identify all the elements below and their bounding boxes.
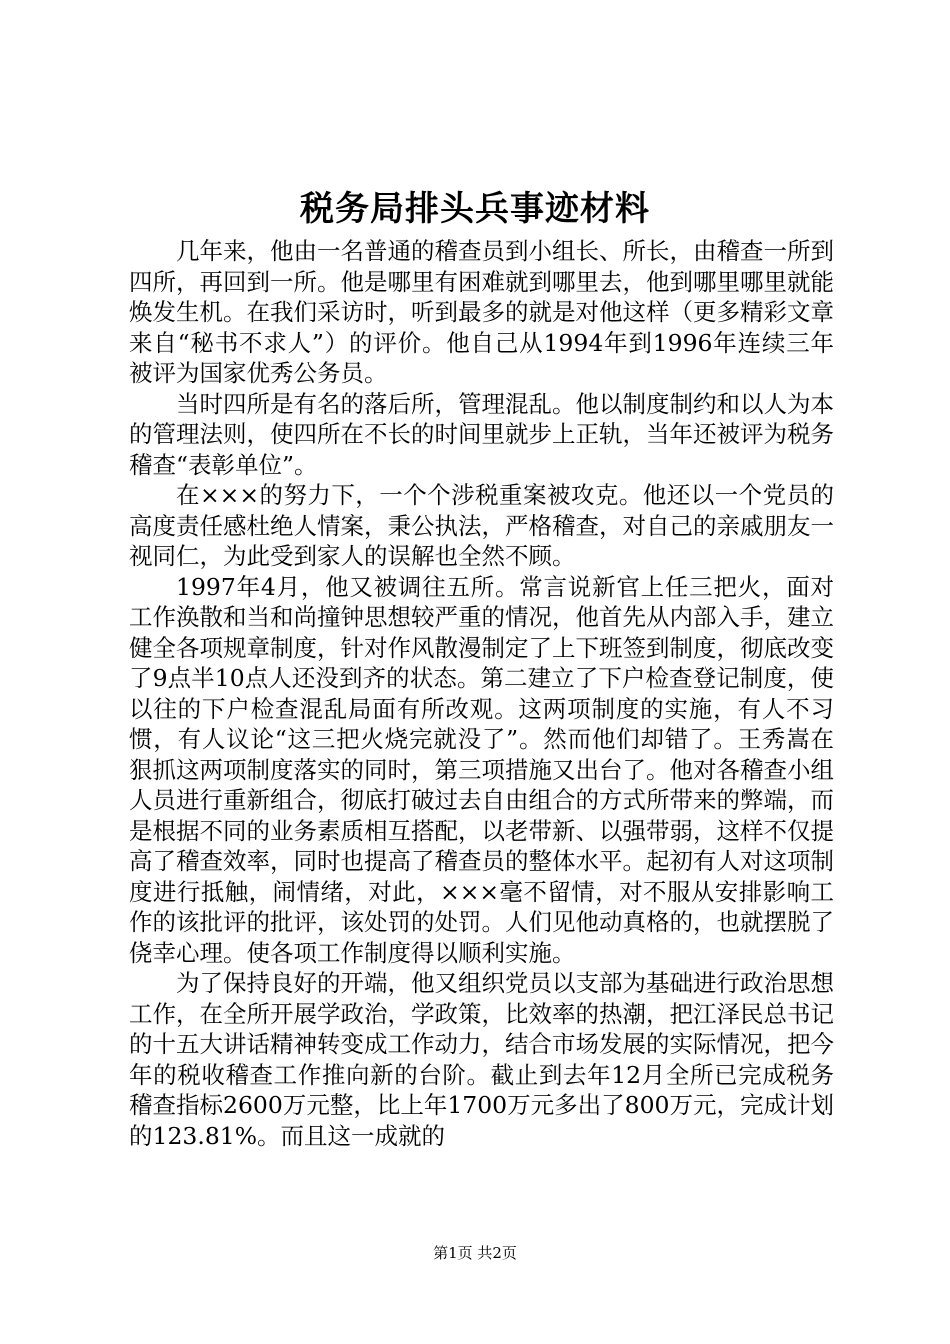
paragraph-4: 1997年4月，他又被调往五所。常言说新官上任三把火，面对工作涣散和当和尚撞钟思想较严重的情况，他首先从内部入手，建立健全各项规章制度，针对作风散漫制定了上下班签到制度，彻底改变了9点半10点人还没到齐的状态。第二建立了下户检查登记制度，使以往的下户检查混乱局面有所改观。这两项制度的实施，有人不习惯，有人议论“这三把火烧完就没了”。然而他们却错了。王秀嵩在狠抓这两项制度落实的同时，第三项措施又出台了。他对各稽查小组人员进行重新组合，彻底打破过去自由组合的方式所带来的弊端，而是根据不同的业务素质相互搭配，以老带新、以强带弱，这样不仅提高了稽查效率，同时也提高了稽查员的整体水平。起初有人对这项制度进行抵触，闹情绪，对此，×××毫不留情，对不服从安排影响工作的该批评的批评，该处罚的处罚。人们见他动真格的，也就摆脱了侥幸心理。使各项工作制度得以顺利实施。 xyxy=(129,572,834,967)
document-body xyxy=(129,236,834,1151)
paragraph-3: 在×××的努力下，一个个涉税重案被攻克。他还以一个党员的高度责任感杜绝人情案，秉公执法，严格稽查，对自己的亲戚朋友一视同仁，为此受到家人的误解也全然不顾。 xyxy=(129,481,834,570)
paragraph-1: 几年来，他由一名普通的稽查员到小组长、所长，由稽查一所到四所，再回到一所。他是哪里有困难就到哪里去，他到哪里哪里就能焕发生机。在我们采访时，听到最多的就是对他这样（更多精彩文章来自“秘书不求人”）的评价。他自己从1994年到1996年连续三年被评为国家优秀公务员。 xyxy=(129,237,834,387)
page-footer: 第1页 共2页 xyxy=(433,1244,517,1262)
paragraph-2: 当时四所是有名的落后所，管理混乱。他以制度制约和以人为本的管理法则，使四所在不长的时间里就步上正轨，当年还被评为税务稽查“表彰单位”。 xyxy=(129,389,834,479)
document-title: 税务局排头兵事迹材料 xyxy=(300,189,650,229)
paragraph-5: 为了保持良好的开端，他又组织党员以支部为基础进行政治思想工作，在全所开展学政治，学政策，比效率的热潮，把江泽民总书记的十五大讲话精神转变成工作动力，结合市场发展的实际情况，把今年的税收稽查工作推向新的台阶。截止到去年12月全所已完成税务稽查指标2600万元整，比上年1700万元多出了800万元，完成计划的123.81%。而且这一成就的 xyxy=(129,969,834,1150)
